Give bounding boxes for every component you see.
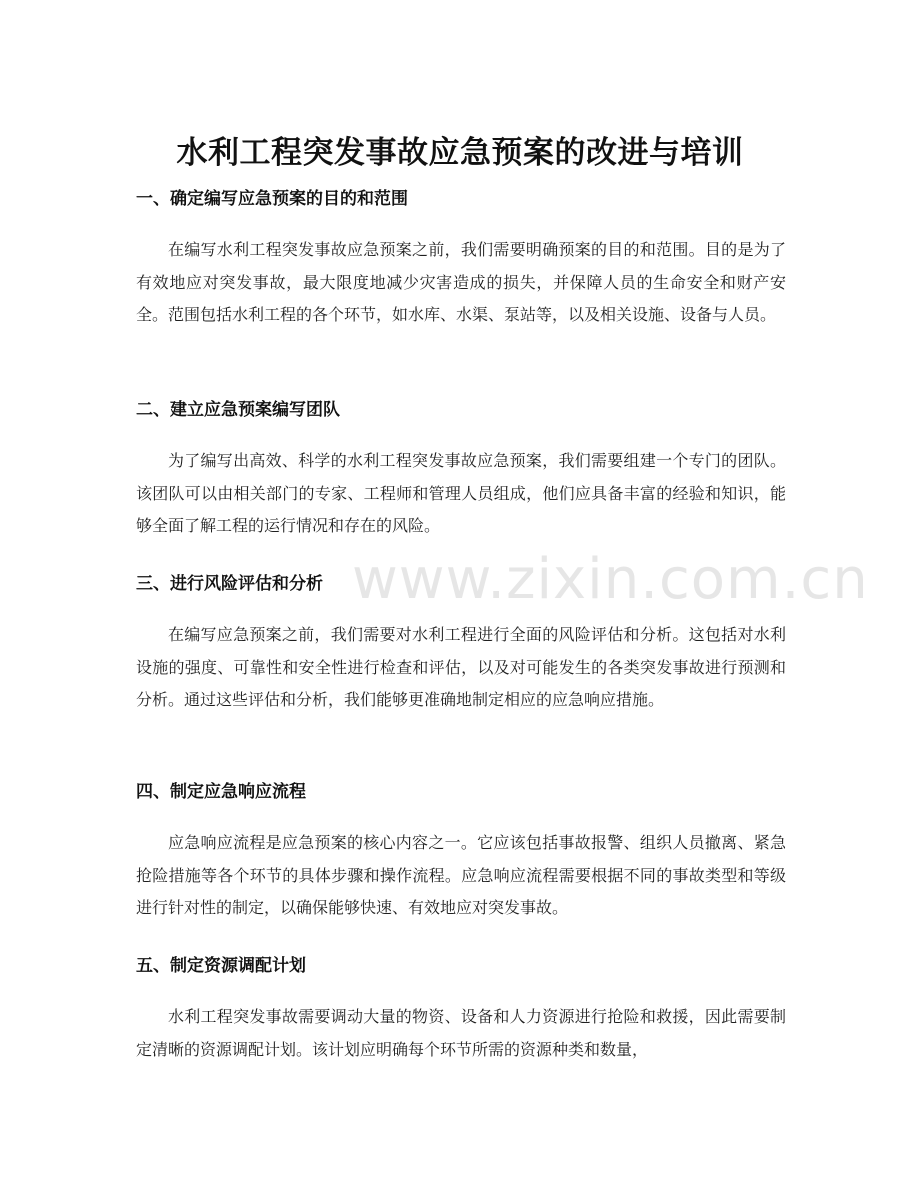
section-2 (136, 398, 786, 543)
section-1 (136, 187, 786, 332)
section-heading: 一、确定编写应急预案的目的和范围 (136, 189, 408, 209)
section-heading: 五、制定资源调配计划 (136, 956, 306, 976)
section-paragraph: 应急响应流程是应急预案的核心内容之一。它应该包括事故报警、组织人员撤离、紧急抢险措施等各个环节的具体步骤和操作流程。应急响应流程需要根据不同的事故类型和等级进行针对性的制定，以确保能够快速、有效地应对突发事故。 (136, 833, 786, 917)
section-paragraph: 在编写应急预案之前，我们需要对水利工程进行全面的风险评估和分析。这包括对水利设施的强度、可靠性和安全性进行检查和评估，以及对可能发生的各类突发事故进行预测和分析。通过这些评估和分析，我们能够更准确地制定相应的应急响应措施。 (136, 625, 786, 709)
section-paragraph: 水利工程突发事故需要调动大量的物资、设备和人力资源进行抢险和救援，因此需要制定清晰的资源调配计划。该计划应明确每个环节所需的资源种类和数量， (136, 1007, 786, 1059)
section-paragraph: 在编写水利工程突发事故应急预案之前，我们需要明确预案的目的和范围。目的是为了有效地应对突发事故，最大限度地减少灾害造成的损失，并保障人员的生命安全和财产安全。范围包括水利工程的各个环节，如水库、水渠、泵站等，以及相关设施、设备与人员。 (136, 240, 786, 324)
section-heading: 三、进行风险评估和分析 (136, 574, 323, 594)
section-3 (136, 572, 786, 717)
section-4 (136, 780, 786, 925)
section-paragraph: 为了编写出高效、科学的水利工程突发事故应急预案，我们需要组建一个专门的团队。该团队可以由相关部门的专家、工程师和管理人员组成，他们应具备丰富的经验和知识，能够全面了解工程的运行情况和存在的风险。 (136, 451, 786, 535)
section-heading: 四、制定应急响应流程 (136, 782, 306, 802)
section-heading: 二、建立应急预案编写团队 (136, 400, 340, 420)
page-title: 水利工程突发事故应急预案的改进与培训 (176, 134, 744, 171)
watermark: www.zixin.com.cn (352, 547, 869, 612)
section-5 (136, 954, 786, 1066)
